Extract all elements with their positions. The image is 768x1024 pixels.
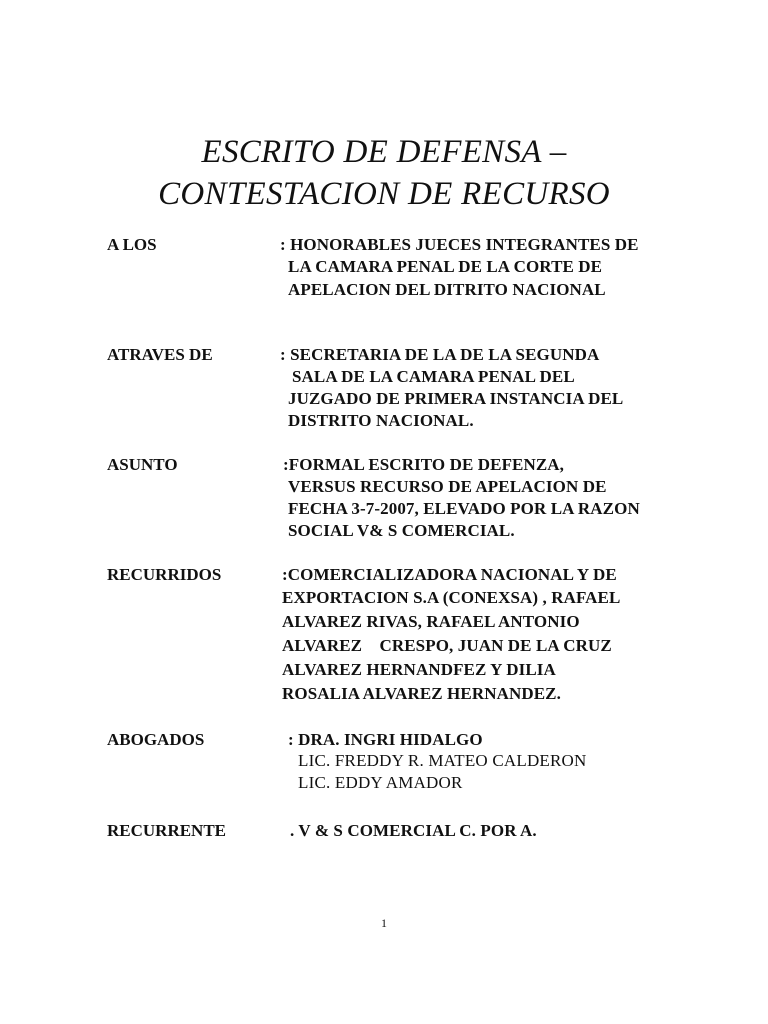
section-recurridos-line: ROSALIA ALVAREZ HERNANDEZ. (282, 684, 561, 703)
section-a-los-line: : HONORABLES JUECES INTEGRANTES DE (280, 235, 639, 254)
document-title-line-1: ESCRITO DE DEFENSA – (201, 134, 567, 170)
section-asunto-line: SOCIAL V& S COMERCIAL. (288, 521, 515, 540)
page-number: 1 (381, 916, 387, 930)
document-title-line-2: CONTESTACION DE RECURSO (158, 176, 610, 212)
section-label-atraves-de: ATRAVES DE (107, 345, 213, 364)
section-label-asunto: ASUNTO (107, 455, 178, 474)
section-label-recurrente: RECURRENTE (107, 821, 227, 840)
section-recurridos-line: ALVAREZ HERNANDFEZ Y DILIA (282, 660, 556, 679)
section-label-recurridos: RECURRIDOS (107, 565, 222, 584)
section-abogados-line: LIC. EDDY AMADOR (298, 773, 463, 792)
section-a-los-line: LA CAMARA PENAL DE LA CORTE DE (288, 257, 603, 276)
section-a-los-line: APELACION DEL DITRITO NACIONAL (288, 280, 606, 299)
section-recurridos-line: ALVAREZ CRESPO, JUAN DE LA CRUZ (282, 636, 612, 655)
section-recurridos-line: :COMERCIALIZADORA NACIONAL Y DE (282, 565, 617, 584)
section-label-a-los: A LOS (107, 235, 157, 254)
section-atraves-de-line: JUZGADO DE PRIMERA INSTANCIA DEL (288, 389, 624, 408)
section-recurridos-line: ALVAREZ RIVAS, RAFAEL ANTONIO (282, 612, 580, 631)
section-abogados-line: LIC. FREDDY R. MATEO CALDERON (298, 751, 587, 770)
section-asunto-line: VERSUS RECURSO DE APELACION DE (288, 477, 607, 496)
section-abogados-line: : DRA. INGRI HIDALGO (288, 730, 483, 749)
section-asunto-line: FECHA 3-7-2007, ELEVADO POR LA RAZON (288, 499, 640, 518)
section-label-abogados: ABOGADOS (107, 730, 205, 749)
section-recurridos-line: EXPORTACION S.A (CONEXSA) , RAFAEL (282, 588, 621, 607)
section-atraves-de-line: : SECRETARIA DE LA DE LA SEGUNDA (280, 345, 600, 364)
section-atraves-de-line: SALA DE LA CAMARA PENAL DEL (292, 367, 575, 386)
section-atraves-de-line: DISTRITO NACIONAL. (288, 411, 474, 430)
section-asunto-line: :FORMAL ESCRITO DE DEFENZA, (283, 455, 565, 474)
section-recurrente-line: . V & S COMERCIAL C. POR A. (290, 821, 537, 840)
